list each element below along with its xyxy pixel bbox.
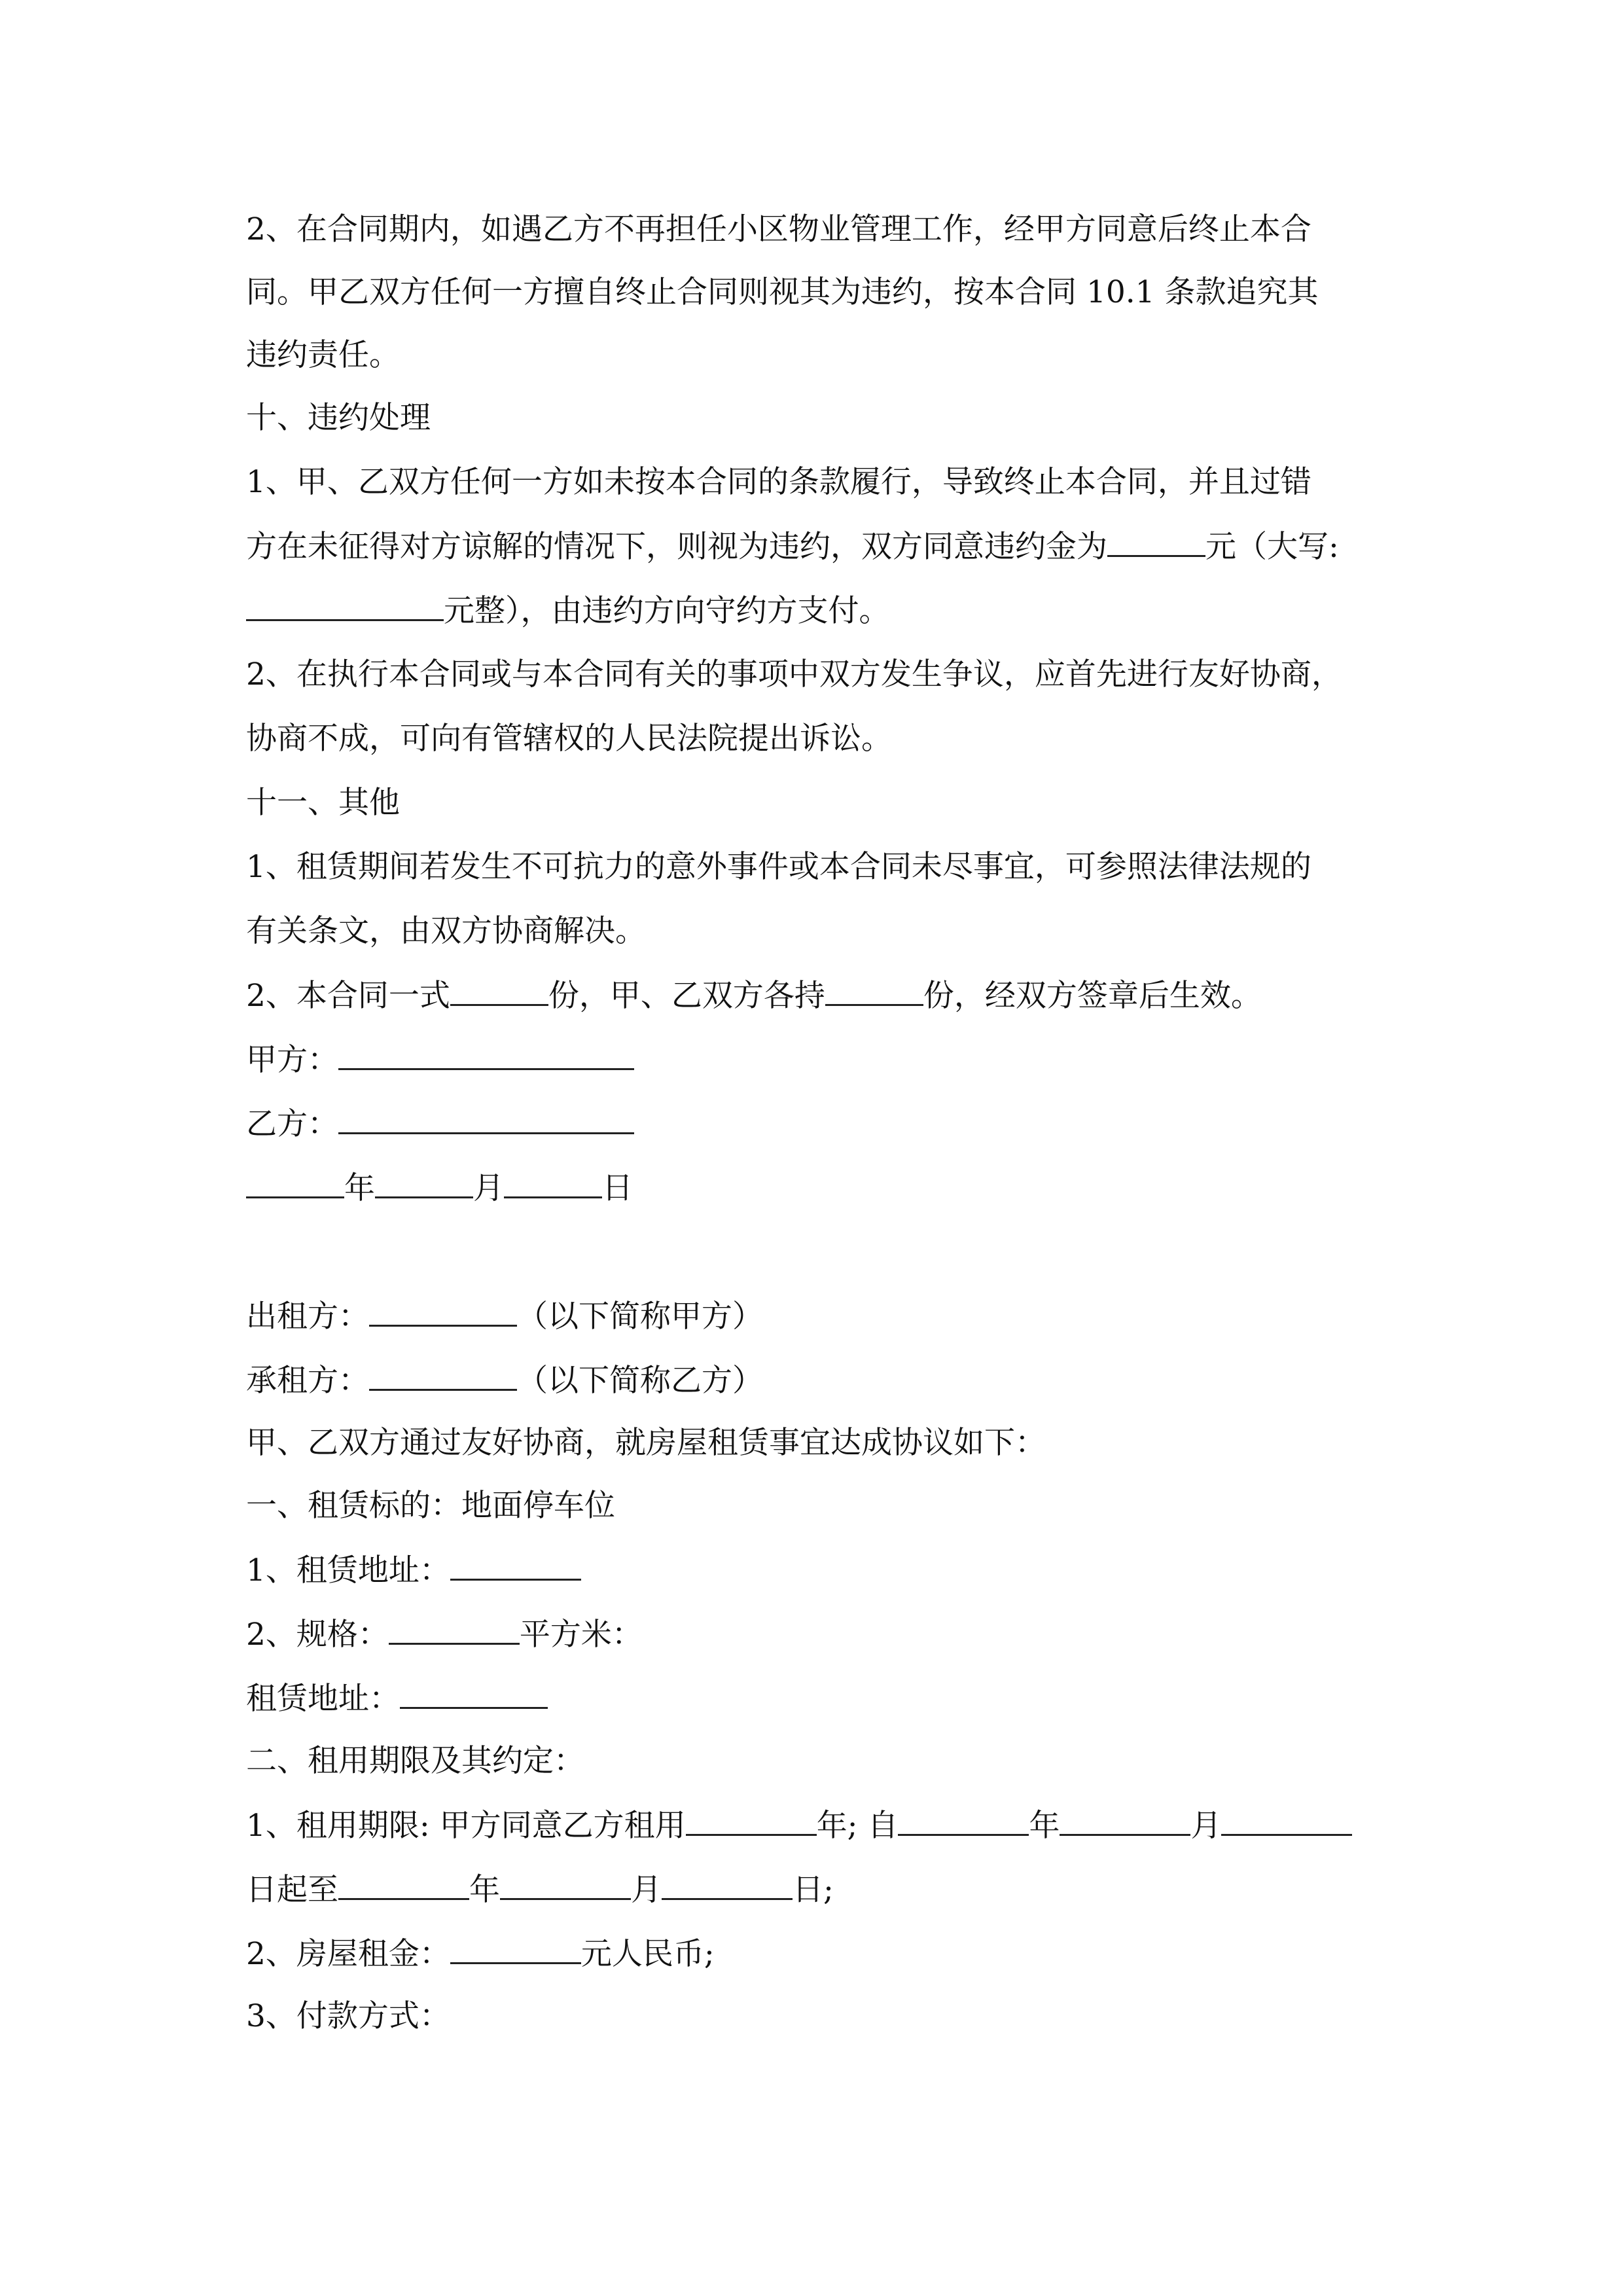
party-b-signature-blank[interactable] [338,1092,634,1134]
lessee-name-blank[interactable] [369,1348,517,1391]
clause-9-item-2-line-3: 违约责任。 [246,337,400,373]
spec-area-blank[interactable] [389,1602,520,1645]
lessor-label: 出租方： [246,1299,369,1335]
section-10-heading: 十、违约处理 [246,400,431,436]
section-11-item-1-line-2: 有关条文，由双方协商解决。 [246,913,646,949]
lease-years-label: 年; 自 [816,1808,899,1844]
end-month-label: 月 [631,1872,662,1908]
clause-9-item-2-line-2: 同。甲乙双方任何一方擅自终止合同则视其为违约，按本合同 10.1 条款追究其 [246,274,1319,310]
section-10-item-1-line-3 [246,579,1385,643]
lessor-note: （以下简称甲方） [517,1299,763,1335]
section-11-item-1-line-1: 1、租赁期间若发生不可抗力的意外事件或本合同未尽事宜，可参照法律法规的 [246,849,1311,885]
lease-address-label-2: 租赁地址： [246,1681,400,1717]
section-11-item-2 [246,963,1385,1028]
end-year-blank[interactable] [338,1857,469,1900]
rent-label: 2、房屋租金： [246,1936,450,1972]
copies-label: 2、本合同一式 [246,978,450,1014]
copies-each-label: 份，甲、乙双方各持 [548,978,825,1014]
penalty-text: 方在未征得对方谅解的情况下，则视为违约，双方同意违约金为 [246,529,1107,565]
start-day-blank[interactable] [1221,1793,1352,1836]
penalty-capital-blank[interactable] [246,579,444,621]
copies-effective-text: 份，经双方签章后生效。 [923,978,1262,1014]
start-day-label: 日起至 [246,1872,338,1908]
signature-party-a [246,1028,1385,1092]
lessee-note: （以下简称乙方） [517,1363,763,1399]
lease-years-blank[interactable] [686,1793,817,1836]
rent-line [246,1922,1385,1986]
end-year-label: 年 [469,1872,500,1908]
section-10-item-1-line-2 [246,514,1385,579]
spec-label: 2、规格： [246,1617,389,1653]
lease-address-blank-2[interactable] [400,1666,548,1709]
lease-address-label: 1、租赁地址： [246,1552,450,1588]
party-a-label: 甲方： [246,1042,338,1078]
penalty-capital-suffix: 元整），由违约方向守约方支付。 [444,593,890,629]
copies-each-blank[interactable] [825,963,923,1006]
lessor-line [246,1284,1385,1348]
signature-party-b [246,1092,1385,1156]
lessor-name-blank[interactable] [369,1284,517,1327]
party-a-signature-blank[interactable] [338,1028,634,1070]
start-year-blank[interactable] [898,1793,1029,1836]
rent-unit: 元人民币; [580,1936,715,1972]
lease-address-line-2 [246,1666,1385,1731]
signature-date [246,1156,1385,1220]
spec-unit: 平方米： [519,1617,643,1653]
penalty-amount-blank[interactable] [1107,514,1205,557]
lease-term-label: 1、租用期限: 甲方同意乙方租用 [246,1808,686,1844]
section-10-item-1-line-1: 1、甲、乙双方任何一方如未按本合同的条款履行，导致终止本合同，并且过错 [246,464,1311,500]
agreement-intro: 甲、乙双方通过友好协商，就房屋租赁事宜达成协议如下： [246,1425,1046,1461]
lease-address-line [246,1538,1385,1602]
penalty-capital-label: 元（大写: [1205,529,1339,565]
sign-month-label: 月 [473,1170,504,1206]
end-day-label: 日; [793,1872,834,1908]
copies-total-blank[interactable] [450,963,548,1006]
clause-9-item-2-line-1: 2、在合同期内，如遇乙方不再担任小区物业管理工作，经甲方同意后终止本合 [246,211,1311,247]
section-10-item-2-line-2: 协商不成，可向有管辖权的人民法院提出诉讼。 [246,721,892,757]
start-month-blank[interactable] [1060,1793,1190,1836]
payment-method: 3、付款方式： [246,1998,450,2034]
lease-term-line-2 [246,1857,1385,1922]
sign-month-blank[interactable] [375,1156,473,1198]
party-b-label: 乙方： [246,1106,338,1142]
start-month-label: 月 [1190,1808,1222,1844]
sign-year-blank[interactable] [246,1156,344,1198]
rent-amount-blank[interactable] [450,1922,581,1964]
lease-address-blank[interactable] [450,1538,581,1581]
lease-term-line-1 [246,1793,1385,1857]
section-1-heading: 一、租赁标的：地面停车位 [246,1488,615,1524]
end-day-blank[interactable] [662,1857,793,1900]
sign-year-label: 年 [344,1170,375,1206]
lessee-line [246,1348,1385,1412]
lessee-label: 承租方： [246,1363,369,1399]
sign-day-blank[interactable] [504,1156,602,1198]
spec-line [246,1602,1385,1666]
section-2-heading: 二、租用期限及其约定： [246,1743,584,1779]
end-month-blank[interactable] [500,1857,631,1900]
section-10-item-2-line-1: 2、在执行本合同或与本合同有关的事项中双方发生争议，应首先进行友好协商， [246,656,1342,692]
sign-day-label: 日 [602,1170,633,1206]
start-year-label: 年 [1029,1808,1060,1844]
section-11-heading: 十一、其他 [246,785,400,821]
